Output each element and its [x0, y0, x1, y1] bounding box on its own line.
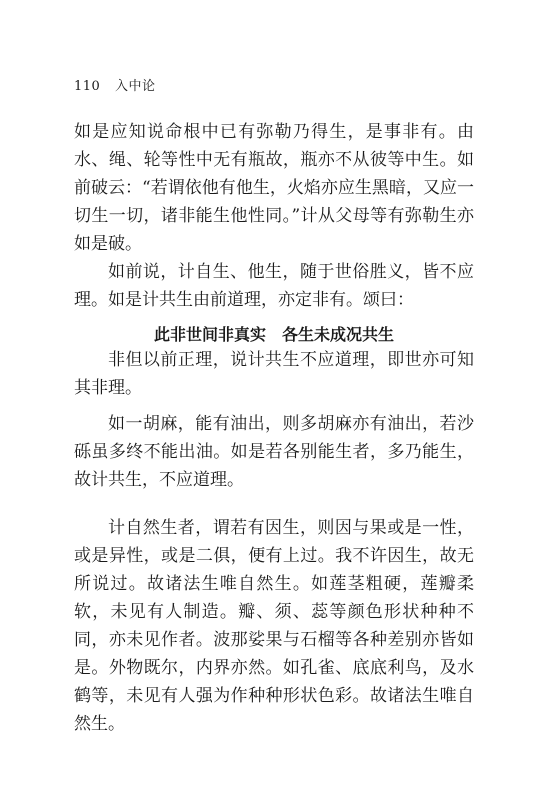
paragraph-3: 非但以前正理，说计共生不应道理，即世亦可知其非理。 — [74, 350, 474, 398]
paragraph-1: 如是应知说命根中已有弥勒乃得生，是事非有。由水、绳、轮等性中无有瓶故，瓶亦不从彼等中生。如前破云：“若谓依他有他生，火焰亦应生黑暗，又应一切生一切，诸非能生他性同。”计从父母等有弥勒生亦如是破。 — [74, 122, 474, 254]
page-number: 110 — [74, 79, 101, 94]
book-title: 入中论 — [114, 79, 156, 94]
paragraph-5: 计自然生者，谓若有因生，则因与果或是一性，或是异性，或是二俱，便有上过。我不许因生，故无所说过。故诸法生唯自然生。如莲茎粗硬，莲瓣柔软，未见有人制造。瓣、须、蕊等颜色形状种种不同，亦未见作者。波那娑果与石榴等各种差别亦皆如是。外物既尔，内界亦然。如孔雀、底底利鸟，及水鹤等，未见有人强为作种种形状色彩。故诸法生唯自然生。 — [74, 518, 474, 734]
paragraph-2: 如前说，计自生、他生，随于世俗胜义，皆不应理。如是计共生由前道理，亦定非有。颂曰： — [74, 262, 474, 310]
verse-line: 此非世间非真实 各生未成况共生 — [153, 325, 394, 344]
running-header — [74, 75, 155, 94]
paragraph-4: 如一胡麻，能有油出，则多胡麻亦有油出，若沙砾虽多终不能出油。如是若各别能生者，多乃能生，故计共生，不应道理。 — [74, 414, 474, 490]
